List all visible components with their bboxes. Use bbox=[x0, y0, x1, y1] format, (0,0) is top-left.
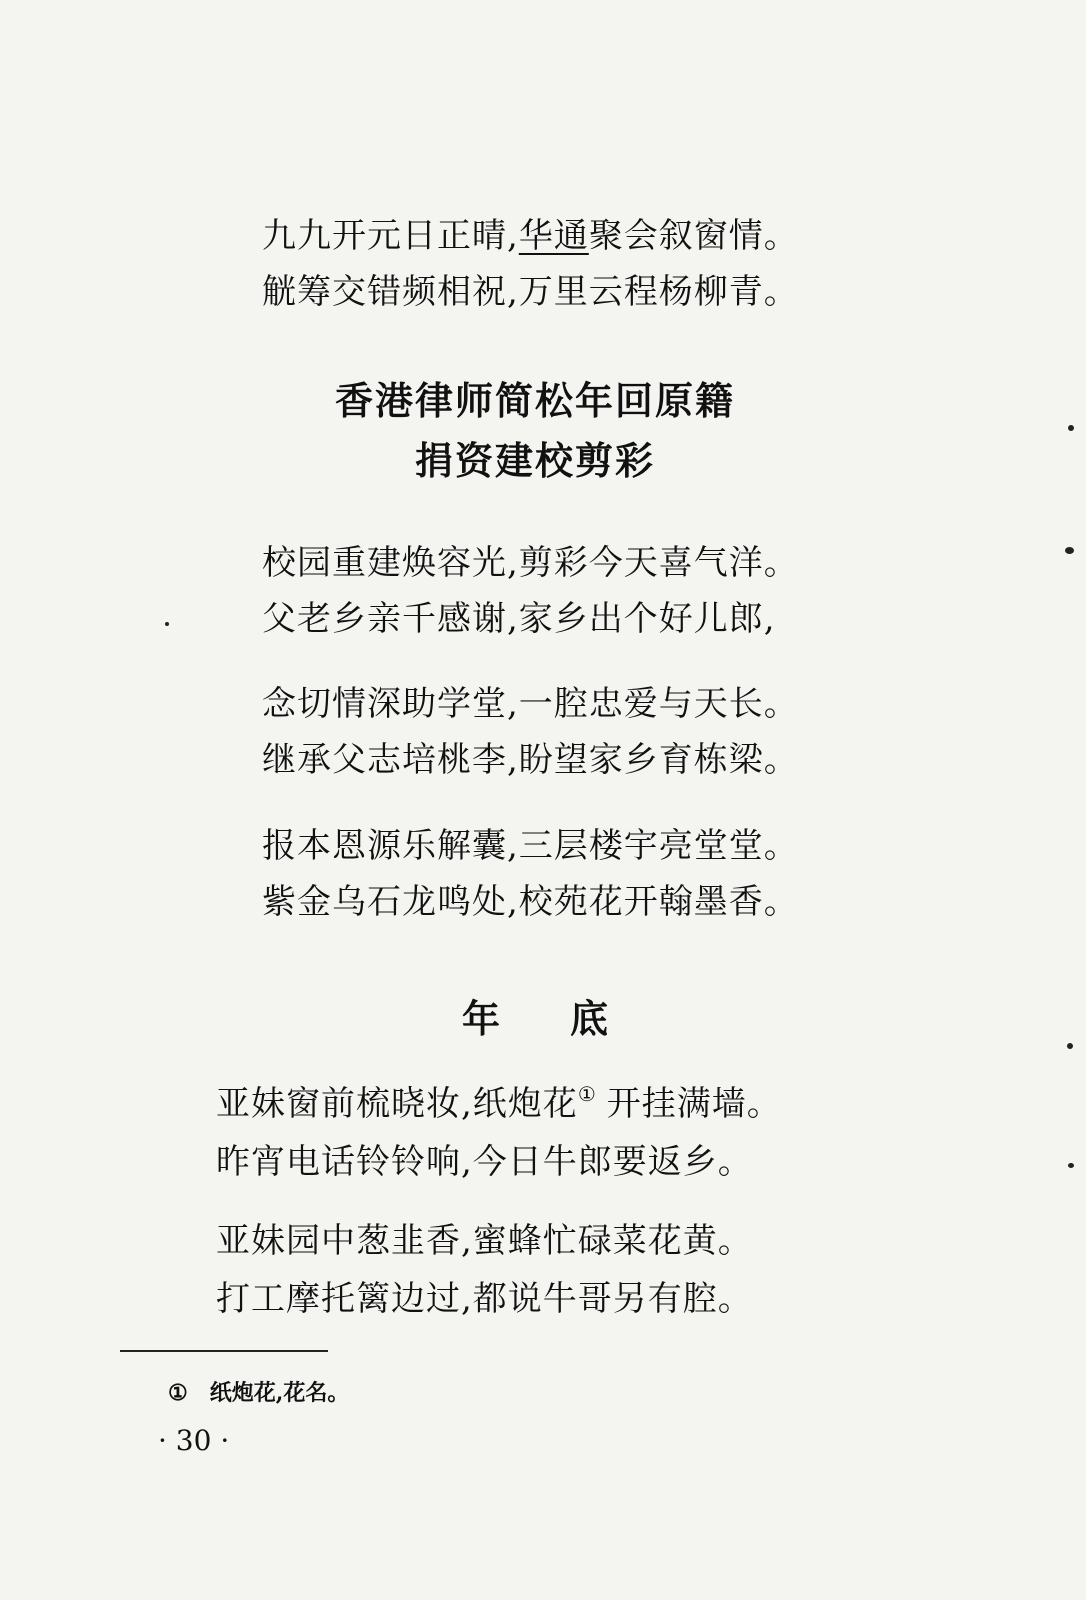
scan-speck bbox=[1068, 1163, 1074, 1168]
poem2-line-6: 紫金乌石龙鸣处,校苑花开翰墨香。 bbox=[262, 882, 799, 922]
poem1-line-1-post: 聚会叙窗情。 bbox=[588, 216, 799, 256]
poem3-line-3: 亚妹园中葱韭香,蜜蜂忙碌菜花黄。 bbox=[216, 1221, 753, 1261]
poem1-line-1 bbox=[262, 216, 799, 256]
poem3-line-1 bbox=[216, 1084, 782, 1124]
poem3-line-1-post: 开挂满墙。 bbox=[606, 1084, 782, 1124]
footnote-rule bbox=[120, 1350, 328, 1352]
footnote bbox=[168, 1379, 349, 1407]
scan-speck bbox=[1065, 547, 1074, 554]
poem2-line-2: 父老乡亲千感谢,家乡出个好儿郎, bbox=[262, 599, 776, 639]
scan-speck bbox=[1068, 425, 1074, 431]
page-number: · 30 · bbox=[158, 1424, 230, 1457]
poem3-line-4: 打工摩托篱边过,都说牛哥另有腔。 bbox=[216, 1279, 753, 1319]
poem2-line-3: 念切情深助学堂,一腔忠爱与天长。 bbox=[262, 684, 799, 724]
poem1-underlined-term: 华通 bbox=[518, 216, 589, 256]
footnote-marker: ① bbox=[577, 1082, 597, 1106]
poem3-title: 年底 bbox=[461, 997, 678, 1041]
poem2-title-line-2: 捐资建校剪彩 bbox=[414, 439, 655, 483]
footnote-text: 纸炮花,花名。 bbox=[209, 1380, 350, 1406]
scan-speck bbox=[1067, 1043, 1073, 1049]
poem1-line-1-pre: 九九开元日正晴, bbox=[262, 216, 519, 256]
scan-speck bbox=[165, 622, 169, 626]
poem2-line-5: 报本恩源乐解囊,三层楼宇亮堂堂。 bbox=[262, 826, 799, 866]
poem3-line-1-pre: 亚妹窗前梳晓妆,纸炮花 bbox=[216, 1084, 578, 1124]
poem2-line-4: 继承父志培桃李,盼望家乡育栋梁。 bbox=[262, 740, 799, 780]
poem2-line-1: 校园重建焕容光,剪彩今天喜气洋。 bbox=[262, 543, 799, 583]
poem1-line-2: 觥筹交错频相祝,万里云程杨柳青。 bbox=[262, 272, 799, 312]
poem2-title-line-1: 香港律师简松年回原籍 bbox=[334, 379, 735, 423]
footnote-number: ① bbox=[168, 1380, 188, 1406]
poem3-line-2: 昨宵电话铃铃响,今日牛郎要返乡。 bbox=[216, 1142, 753, 1182]
